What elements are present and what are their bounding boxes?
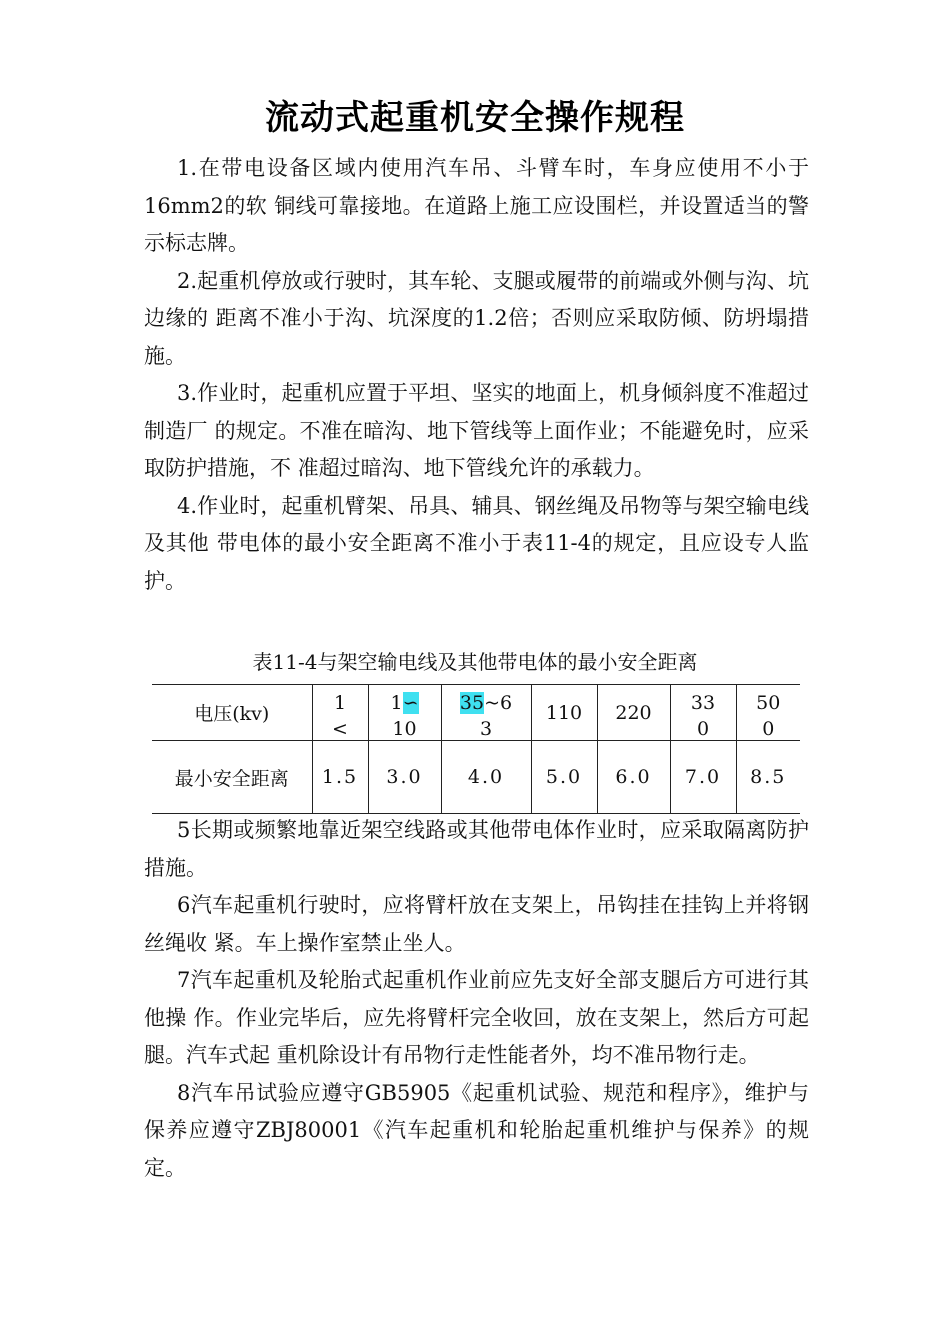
distance-cell: 5.0 [531, 741, 597, 814]
paragraph-8: 8汽车吊试验应遵守GB5905《起重机试验、规范和程序》，维护与保养应遵守ZBJ80001《汽车起重机和轮胎起重机维护与保养》的规定。 [144, 1080, 809, 1180]
bottom-section [144, 812, 809, 1187]
paragraph-5: 5长期或频繁地靠近架空线路或其他带电体作业时，应采取隔离防护措施。 [144, 818, 809, 880]
top-section [144, 150, 809, 600]
voltage-cell: 220 [597, 685, 670, 741]
voltage-cell: 1∽ 10 [368, 685, 441, 741]
distance-label: 最小安全距离 [152, 741, 312, 814]
paragraph-3: 3.作业时，起重机应置于平坦、坚实的地面上，机身倾斜度不准超过制造厂 的规定。不准在暗沟、地下管线等上面作业；不能避免时，应采取防护措施，不 准超过暗沟、地下管线允许的承载力。 [144, 381, 809, 480]
distance-cell: 4.0 [441, 741, 531, 814]
distance-cell: 3.0 [368, 741, 441, 814]
voltage-cell: 35~6 3 [441, 685, 531, 741]
paragraph-4: 4.作业时，起重机臂架、吊具、辅具、钢丝绳及吊物等与架空输电线及其他 带电体的最小安全距离不准小于表11-4的规定，且应设专人监护。 [144, 493, 809, 593]
voltage-cell: 110 [531, 685, 597, 741]
distance-cell: 1.5 [312, 741, 368, 814]
paragraph-6: 6汽车起重机行驶时，应将臂杆放在支架上，吊钩挂在挂钩上并将钢丝绳收 紧。车上操作室禁止坐人。 [144, 893, 809, 955]
distance-row [152, 741, 800, 814]
voltage-cell: 33 0 [670, 685, 736, 741]
distance-cell: 7.0 [670, 741, 736, 814]
voltage-row [152, 685, 800, 741]
voltage-cell: 50 0 [736, 685, 800, 741]
paragraph-1: 1.在带电设备区域内使用汽车吊、斗臂车时，车身应使用不小于16mm2的软 铜线可靠接地。在道路上施工应设围栏，并设置适当的警示标志牌。 [144, 156, 809, 255]
distance-cell: 8.5 [736, 741, 800, 814]
paragraph-2: 2.起重机停放或行驶时，其车轮、支腿或履带的前端或外侧与沟、坑边缘的 距离不准小于沟、坑深度的1.2倍；否则应采取防倾、防坍塌措施。 [144, 268, 809, 368]
voltage-cell: 1 < [312, 685, 368, 741]
distance-cell: 6.0 [597, 741, 670, 814]
safety-distance-table [152, 684, 800, 814]
voltage-label: 电压(kv) [152, 685, 312, 741]
page-title: 流动式起重机安全操作规程 [265, 98, 685, 138]
table-caption: 表11-4与架空输电线及其他带电体的最小安全距离 [252, 650, 698, 674]
paragraph-7: 7汽车起重机及轮胎式起重机作业前应先支好全部支腿后方可进行其他操 作。作业完毕后，应先将臂杆完全收回，放在支架上，然后方可起腿。汽车式起 重机除设计有吊物行走性能者外，均不准吊物行走。 [144, 968, 809, 1067]
